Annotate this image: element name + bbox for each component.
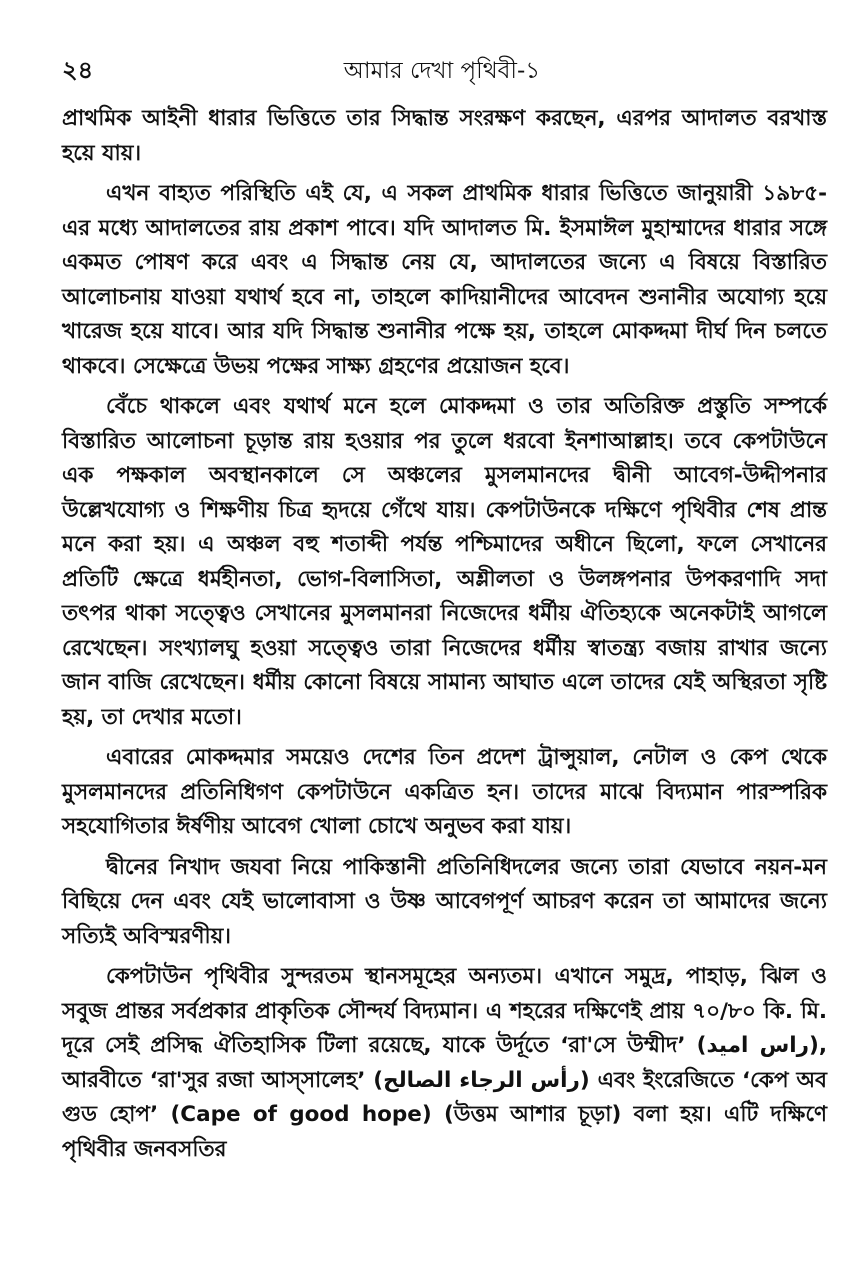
running-title: আমার দেখা পৃথিবী-১ [343,58,541,84]
paragraph: কেপটাউন পৃথিবীর সুন্দরতম স্থানসমূহের অন্যতম। এখানে সমুদ্র, পাহাড়, ঝিল ও সবুজ প্রান্তর সর্বপ্রকার প্রাকৃতিক সৌন্দর্য বিদ্যমান। এ শহরের দক্ষিণেই প্রায় ৭০/৮০ কি. মি. দূরে সেই প্রসিদ্ধ ঐতিহাসিক টিলা রয়েছে, যাকে উর্দূতে ‘রা'সে উম্মীদ’ (راس امید), আরবীতে ‘রা'সুর রজা আস্সালেহ’ (رأس الرجاء الصالح) এবং ইংরেজিতে ‘কেপ অব গুড হোপ’ (Cape of good hope) (উত্তম আশার চূড়া) বলা হয়। এটি দক্ষিণে পৃথিবীর জনবসতির [62,964,827,1162]
body-text [62,102,827,1173]
paragraph: এবারের মোকদ্দমার সময়েও দেশের তিন প্রদেশ ট্রান্সুয়াল, নেটাল ও কেপ থেকে মুসলমানদের প্রতিনিধিগণ কেপটাউনে একত্রিত হন। তাদের মাঝে বিদ্যমান পারস্পরিক সহযোগিতার ঈর্ষণীয় আবেগ খোলা চোখে অনুভব করা যায়। [62,745,827,839]
paragraph: প্রাথমিক আইনী ধারার ভিত্তিতে তার সিদ্ধান্ত সংরক্ষণ করছেন, এরপর আদালত বরখাস্ত হয়ে যায়। [62,106,827,166]
page-header [62,52,822,92]
paragraph: এখন বাহ্যত পরিস্থিতি এই যে, এ সকল প্রাথমিক ধারার ভিত্তিতে জানুয়ারী ১৯৮৫-এর মধ্যে আদালতের রায় প্রকাশ পাবে। যদি আদালত মি. ইসমাঈল মুহাম্মাদের ধারার সঙ্গে একমত পোষণ করে এবং এ সিদ্ধান্ত নেয় যে, আদালতের জন্যে এ বিষয়ে বিস্তারিত আলোচনায় যাওয়া যথার্থ হবে না, তাহলে কাদিয়ানীদের আবেদন শুনানীর অযোগ্য হয়ে খারেজ হয়ে যাবে। আর যদি সিদ্ধান্ত শুনানীর পক্ষে হয়, তাহলে মোকদ্দমা দীর্ঘ দিন চলতে থাকবে। সেক্ষেত্রে উভয় পক্ষের সাক্ষ্য গ্রহণের প্রয়োজন হবে। [62,181,827,379]
paragraph: দ্বীনের নিখাদ জযবা নিয়ে পাকিস্তানী প্রতিনিধিদলের জন্যে তারা যেভাবে নয়ন-মন বিছিয়ে দেন এবং যেই ভালোবাসা ও উষ্ণ আবেগপূর্ণ আচরণ করেন তা আমাদের জন্যে সত্যিই অবিস্মরণীয়। [62,854,827,949]
paragraph: বেঁচে থাকলে এবং যথার্থ মনে হলে মোকদ্দমা ও তার অতিরিক্ত প্রস্তুতি সম্পর্কে বিস্তারিত আলোচনা চূড়ান্ত রায় হওয়ার পর তুলে ধরবো ইনশাআল্লাহ। তবে কেপটাউনে এক পক্ষকাল অবস্থানকালে সে অঞ্চলের মুসলমানদের দ্বীনী আবেগ-উদ্দীপনার উল্লেখযোগ্য ও শিক্ষণীয় চিত্র হৃদয়ে গেঁথে যায়। কেপটাউনকে দক্ষিণে পৃথিবীর শেষ প্রান্ত মনে করা হয়। এ অঞ্চল বহু শতাব্দী পর্যন্ত পশ্চিমাদের অধীনে ছিলো, ফলে সেখানের প্রতিটি ক্ষেত্রে ধর্মহীনতা, ভোগ-বিলাসিতা, অশ্লীলতা ও উলঙ্গপনার উপকরণাদি সদা তৎপর থাকা সত্ত্বেও সেখানের মুসলমানরা নিজেদের ধর্মীয় ঐতিহ্যকে অনেকটাই আগলে রেখেছেন। সংখ্যালঘু হওয়া সত্ত্বেও তারা নিজেদের ধর্মীয় স্বাতন্ত্র্য বজায় রাখার জন্যে জান বাজি রেখেছেন। ধর্মীয় কোনো বিষয়ে সামান্য আঘাত এলে তাদের যেই অস্থিরতা সৃষ্টি হয়, তা দেখার মতো। [62,394,827,730]
page-number: ২৪ [62,56,94,84]
